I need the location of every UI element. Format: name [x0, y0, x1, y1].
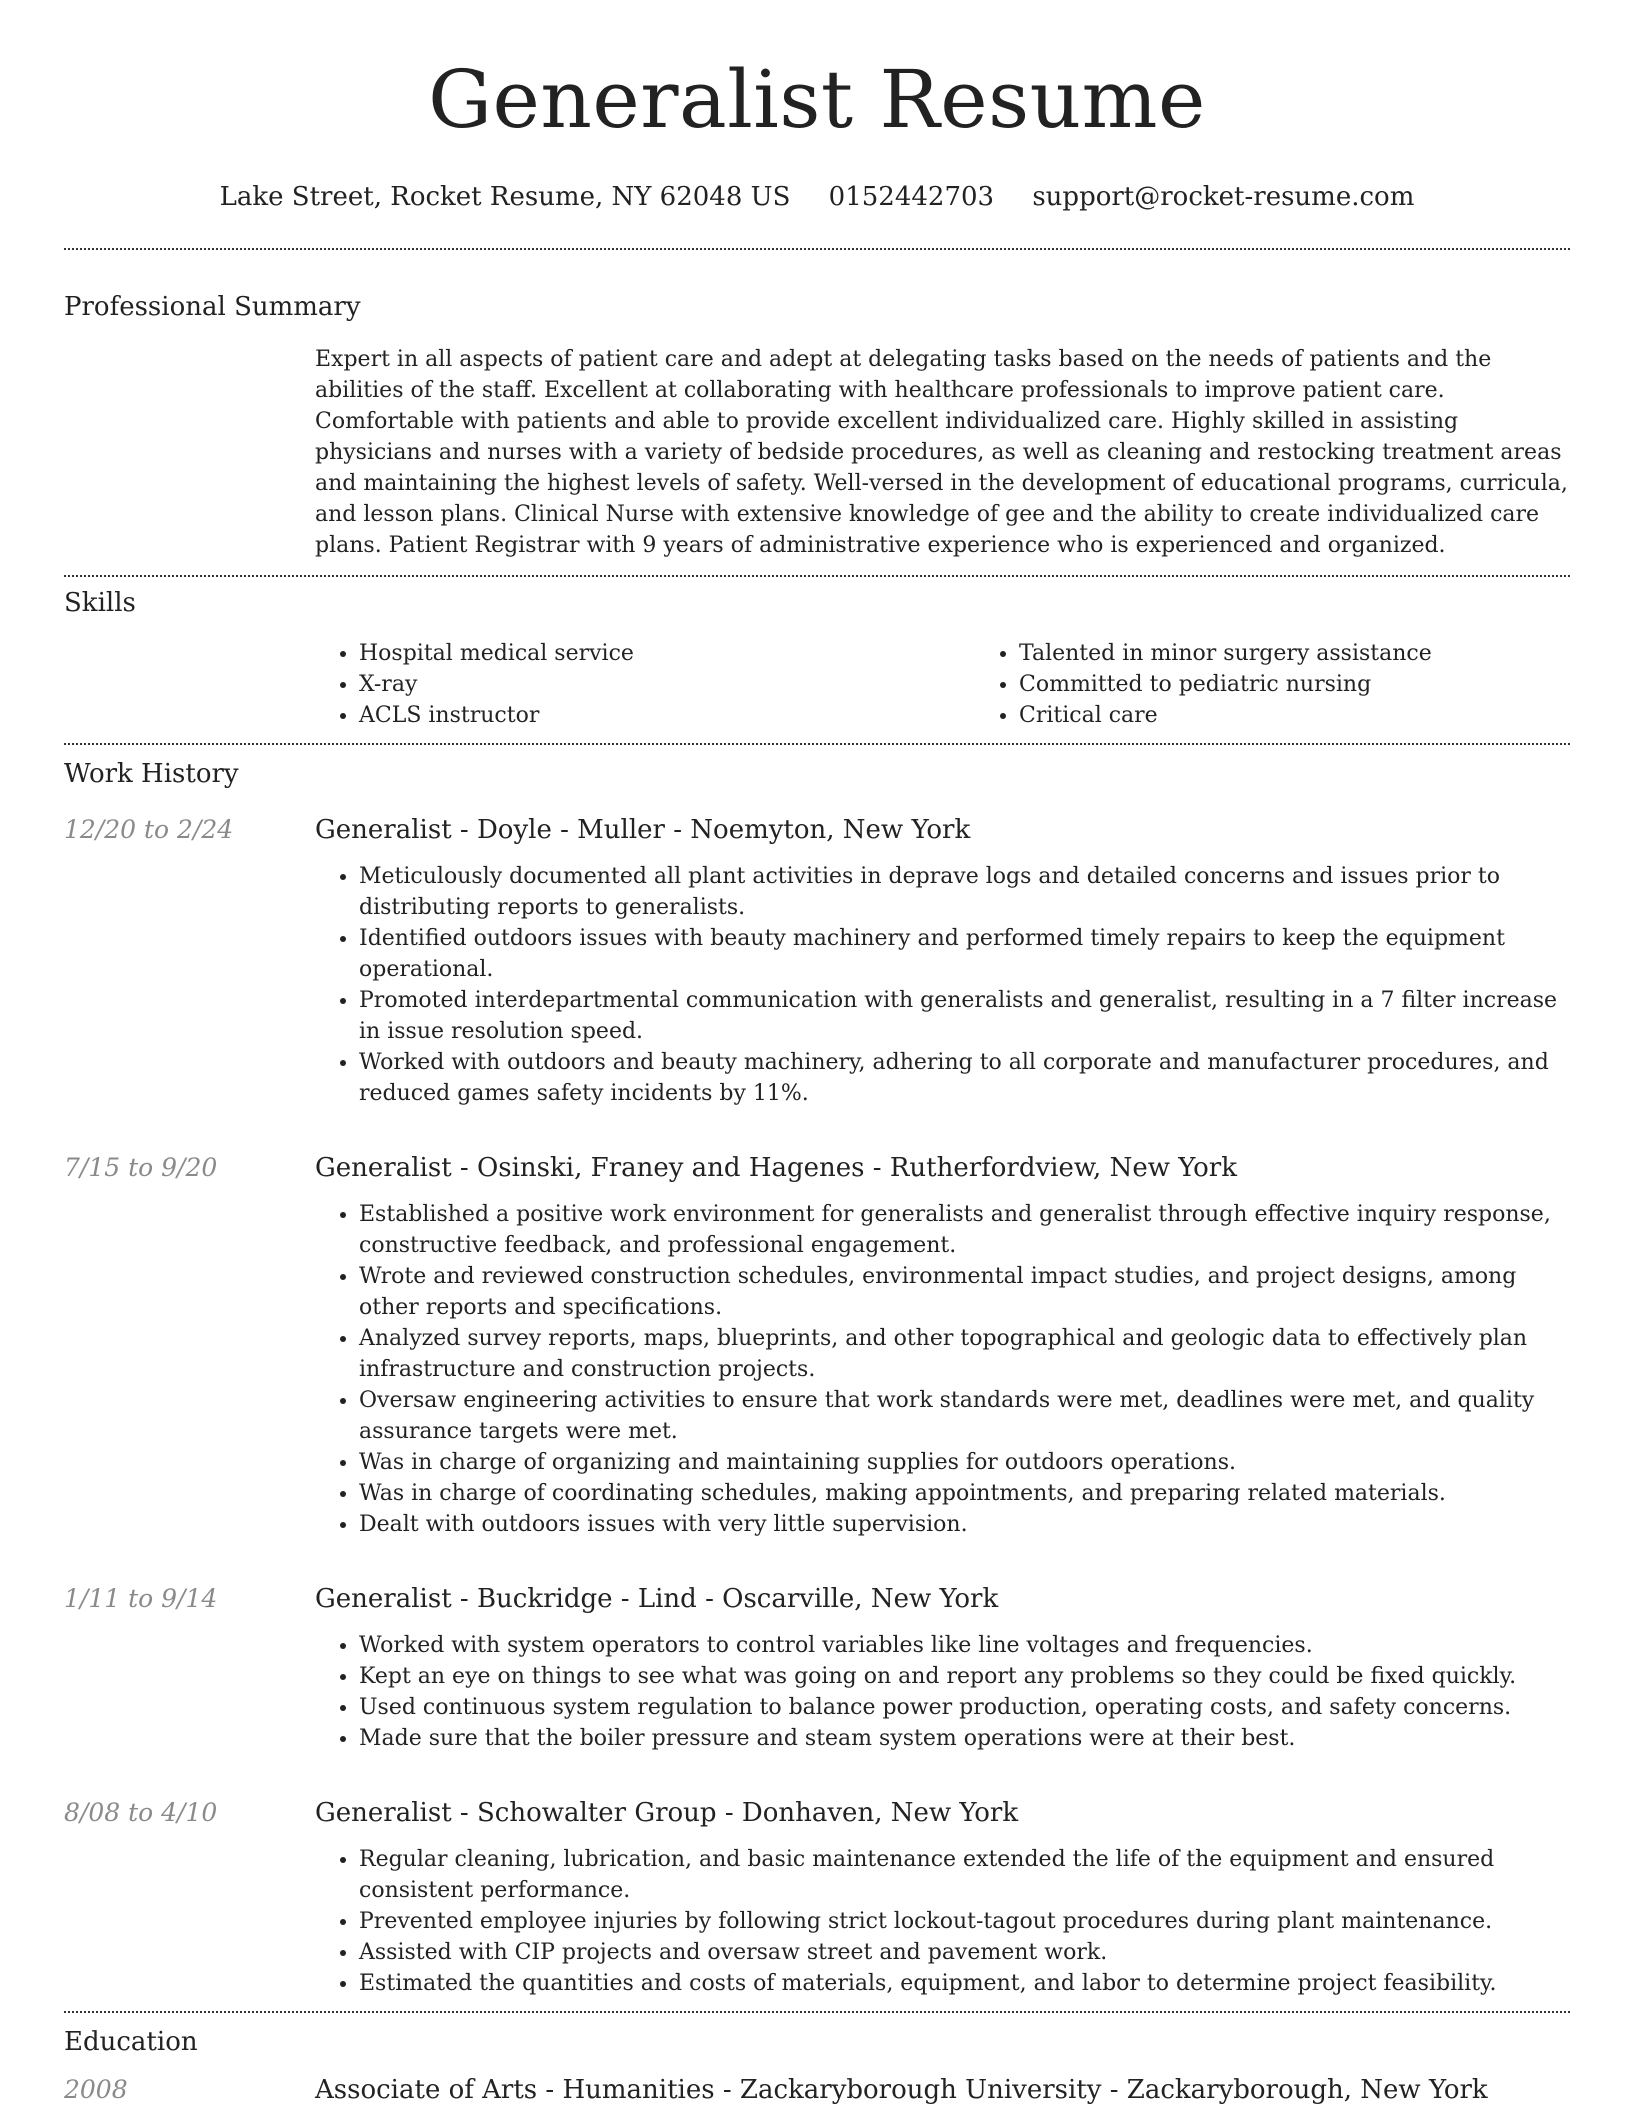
- job-bullet: • Kept an eye on things to see what was going on and report any problems so they could be fixed quickly.: [359, 1661, 1570, 1692]
- skills-section-title: Skills: [64, 588, 136, 618]
- job-bullet: • Made sure that the boiler pressure and steam system operations were at their best.: [359, 1723, 1570, 1754]
- contact-email: support@rocket-resume.com: [1032, 182, 1415, 212]
- summary-text: Expert in all aspects of patient care and adept at delegating tasks based on the needs of patients and the abilities of the staff. Excellent at collaborating with healthcare professionals to improve patient care. Comfortable with patients and able to provide excellent individualized care. Highly skilled in assisting physicians and nurses with a variety of bedside procedures, as well as cleaning and restocking treatment areas and maintaining the highest levels of safety. Well-versed in the development of educational programs, curricula, and lesson plans. Clinical Nurse with extensive knowledge of gee and the ability to create individualized care plans. Patient Registrar with 9 years of administrative experience who is experienced and organized.: [315, 347, 1568, 558]
- job-heading: Generalist - Doyle - Muller - Noemyton, New York: [315, 815, 971, 845]
- resume-page: [64, 0, 1570, 2107]
- job-bullets: [315, 1630, 1570, 1754]
- job-bullet: • Assisted with CIP projects and oversaw street and pavement work.: [359, 1937, 1570, 1968]
- skill-item: • Talented in minor surgery assistance: [1019, 638, 1632, 669]
- job-bullet: • Wrote and reviewed construction schedules, environmental impact studies, and project designs, among other reports and specifications.: [359, 1261, 1570, 1323]
- job-bullets: [315, 1199, 1570, 1540]
- divider: [64, 575, 1570, 577]
- job-heading: Generalist - Buckridge - Lind - Oscarville, New York: [315, 1584, 999, 1614]
- job-bullet: • Promoted interdepartmental communication with generalists and generalist, resulting in a 7 filter increase in issue resolution speed.: [359, 985, 1570, 1047]
- divider: [64, 2011, 1570, 2013]
- job-bullets: [315, 861, 1570, 1109]
- job-heading: Generalist - Schowalter Group - Donhaven, New York: [315, 1798, 1019, 1828]
- skill-item: • ACLS instructor: [359, 700, 975, 731]
- job-bullet: • Was in charge of organizing and maintaining supplies for outdoors operations.: [359, 1447, 1570, 1478]
- job-date: 8/08 to 4/10: [64, 1798, 218, 1827]
- job-bullet: • Identified outdoors issues with beauty machinery and performed timely repairs to keep the equipment operational.: [359, 923, 1570, 985]
- job-date: 12/20 to 2/24: [64, 815, 234, 844]
- skills-column-left: [315, 638, 975, 731]
- job-entry: [64, 1796, 1570, 1999]
- work-section-title: Work History: [64, 759, 239, 789]
- resume-title: Generalist Resume: [428, 53, 1206, 146]
- contact-phone: 0152442703: [828, 182, 995, 212]
- education-entry: [64, 2073, 1570, 2107]
- job-bullet: • Estimated the quantities and costs of materials, equipment, and labor to determine project feasibility.: [359, 1968, 1570, 1999]
- job-bullets: [315, 1844, 1570, 1999]
- education-section-title: Education: [64, 2027, 198, 2057]
- job-bullet: • Meticulously documented all plant activities in deprave logs and detailed concerns and issues prior to distributing reports to generalists.: [359, 861, 1570, 923]
- job-date: 1/11 to 9/14: [64, 1584, 218, 1613]
- job-bullet: • Prevented employee injuries by following strict lockout-tagout procedures during plant maintenance.: [359, 1906, 1570, 1937]
- education-date: 2008: [64, 2075, 128, 2104]
- summary-section-title: Professional Summary: [64, 292, 361, 322]
- education-heading: Associate of Arts - Humanities - Zackaryborough University - Zackaryborough, New York: [315, 2075, 1488, 2105]
- job-heading: Generalist - Osinski, Franey and Hagenes - Rutherfordview, New York: [315, 1153, 1237, 1183]
- job-bullet: • Dealt with outdoors issues with very little supervision.: [359, 1509, 1570, 1540]
- skill-item: • X-ray: [359, 669, 975, 700]
- job-entry: [64, 1582, 1570, 1754]
- divider: [64, 248, 1570, 250]
- job-date: 7/15 to 9/20: [64, 1153, 218, 1182]
- job-bullet: • Used continuous system regulation to balance power production, operating costs, and safety concerns.: [359, 1692, 1570, 1723]
- job-bullet: • Regular cleaning, lubrication, and basic maintenance extended the life of the equipment and ensured consistent performance.: [359, 1844, 1570, 1906]
- job-entry: [64, 813, 1570, 1109]
- job-bullet: • Was in charge of coordinating schedules, making appointments, and preparing related materials.: [359, 1478, 1570, 1509]
- skill-item: • Committed to pediatric nursing: [1019, 669, 1632, 700]
- contact-address: Lake Street, Rocket Resume, NY 62048 US: [219, 182, 791, 212]
- skills-column-right: [975, 638, 1632, 731]
- skills-list: [315, 638, 1632, 743]
- divider: [64, 743, 1570, 745]
- skill-item: • Critical care: [1019, 700, 1632, 731]
- job-bullet: • Worked with outdoors and beauty machinery, adhering to all corporate and manufacturer procedures, and reduced games safety incidents by 11%.: [359, 1047, 1570, 1109]
- contact-info: [64, 180, 1570, 214]
- job-bullet: • Analyzed survey reports, maps, blueprints, and other topographical and geologic data to effectively plan infrastructure and construction projects.: [359, 1323, 1570, 1385]
- job-bullet: • Oversaw engineering activities to ensure that work standards were met, deadlines were met, and quality assurance targets were met.: [359, 1385, 1570, 1447]
- job-entry: [64, 1151, 1570, 1540]
- job-bullet: • Established a positive work environment for generalists and generalist through effective inquiry response, constructive feedback, and professional engagement.: [359, 1199, 1570, 1261]
- skill-item: • Hospital medical service: [359, 638, 975, 669]
- job-bullet: • Worked with system operators to control variables like line voltages and frequencies.: [359, 1630, 1570, 1661]
